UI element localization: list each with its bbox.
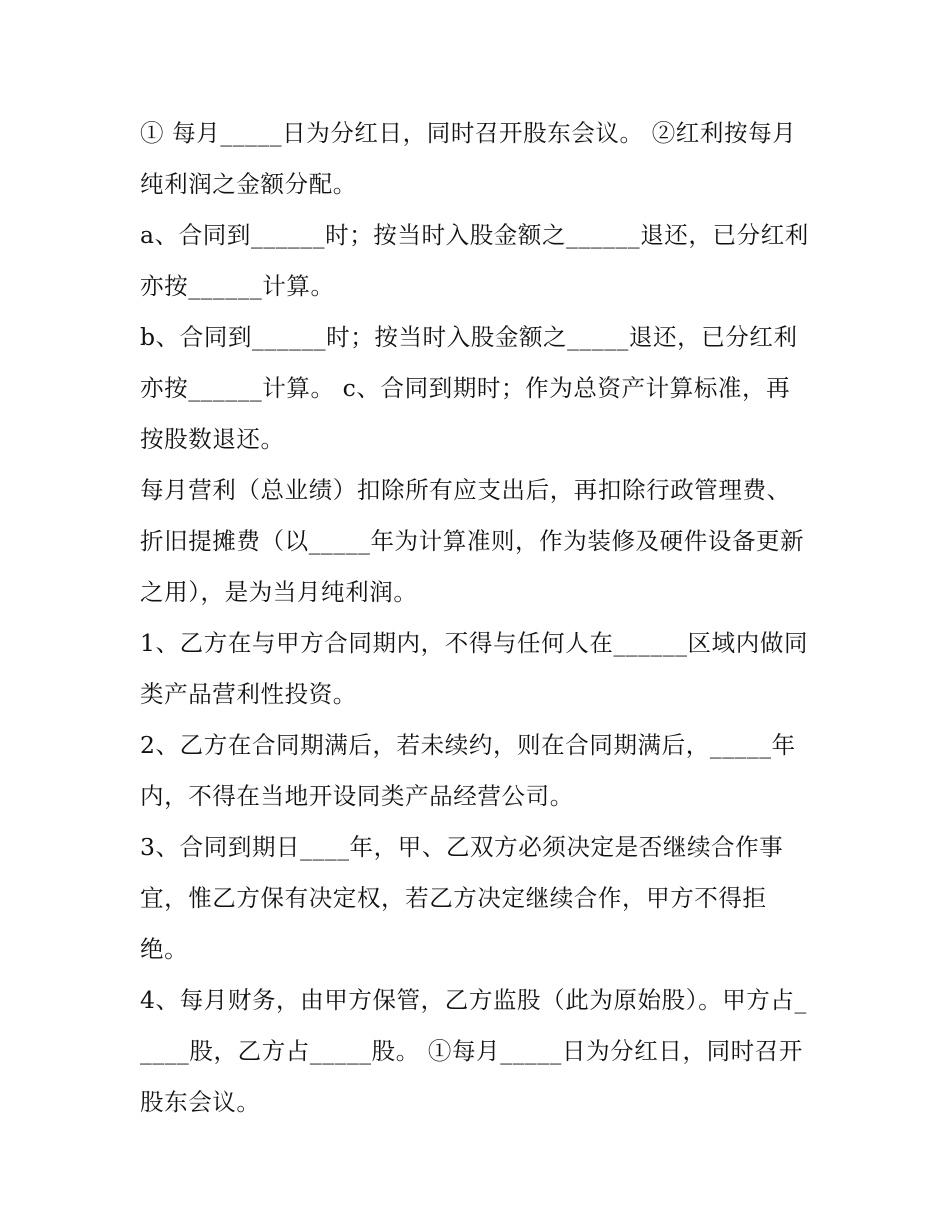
paragraph-clause-b-c: b、合同到______时；按当时入股金额之_____退还，已分红利亦按______计算。 c、合同到期时；作为总资产计算标准，再按股数退还。 <box>140 323 798 453</box>
paragraph-item-4: 4、每月财务，由甲方保管，乙方监股（此为原始股）。甲方占_____股，乙方占_____股。 ①每月_____日为分红日，同时召开股东会议。 <box>140 986 807 1116</box>
document-body <box>140 108 810 1128</box>
paragraph-item-1: 1、乙方在与甲方合同期内，不得与任何人在______区域内做同类产品营利性投资。 <box>140 629 809 708</box>
paragraph-item-3: 3、合同到期日____年，甲、乙双方必须决定是否继续合作事宜，惟乙方保有决定权，若乙方决定继续合作，甲方不得拒绝。 <box>140 833 784 963</box>
paragraph-clause-a: a、合同到______时；按当时入股金额之______退还，已分红利亦按______计算。 <box>140 221 809 300</box>
paragraph-item-2: 2、乙方在合同期满后，若未续约，则在合同期满后，_____年内，不得在当地开设同类产品经营公司。 <box>140 731 796 810</box>
paragraph-net-profit-definition: 每月营利（总业绩）扣除所有应支出后，再扣除行政管理费、折旧提摊费（以_____年为计算准则，作为装修及硬件设备更新之用），是为当月纯利润。 <box>140 476 805 606</box>
paragraph-dividend-day: ① 每月_____日为分红日，同时召开股东会议。 ②红利按每月纯利润之金额分配。 <box>140 119 797 198</box>
